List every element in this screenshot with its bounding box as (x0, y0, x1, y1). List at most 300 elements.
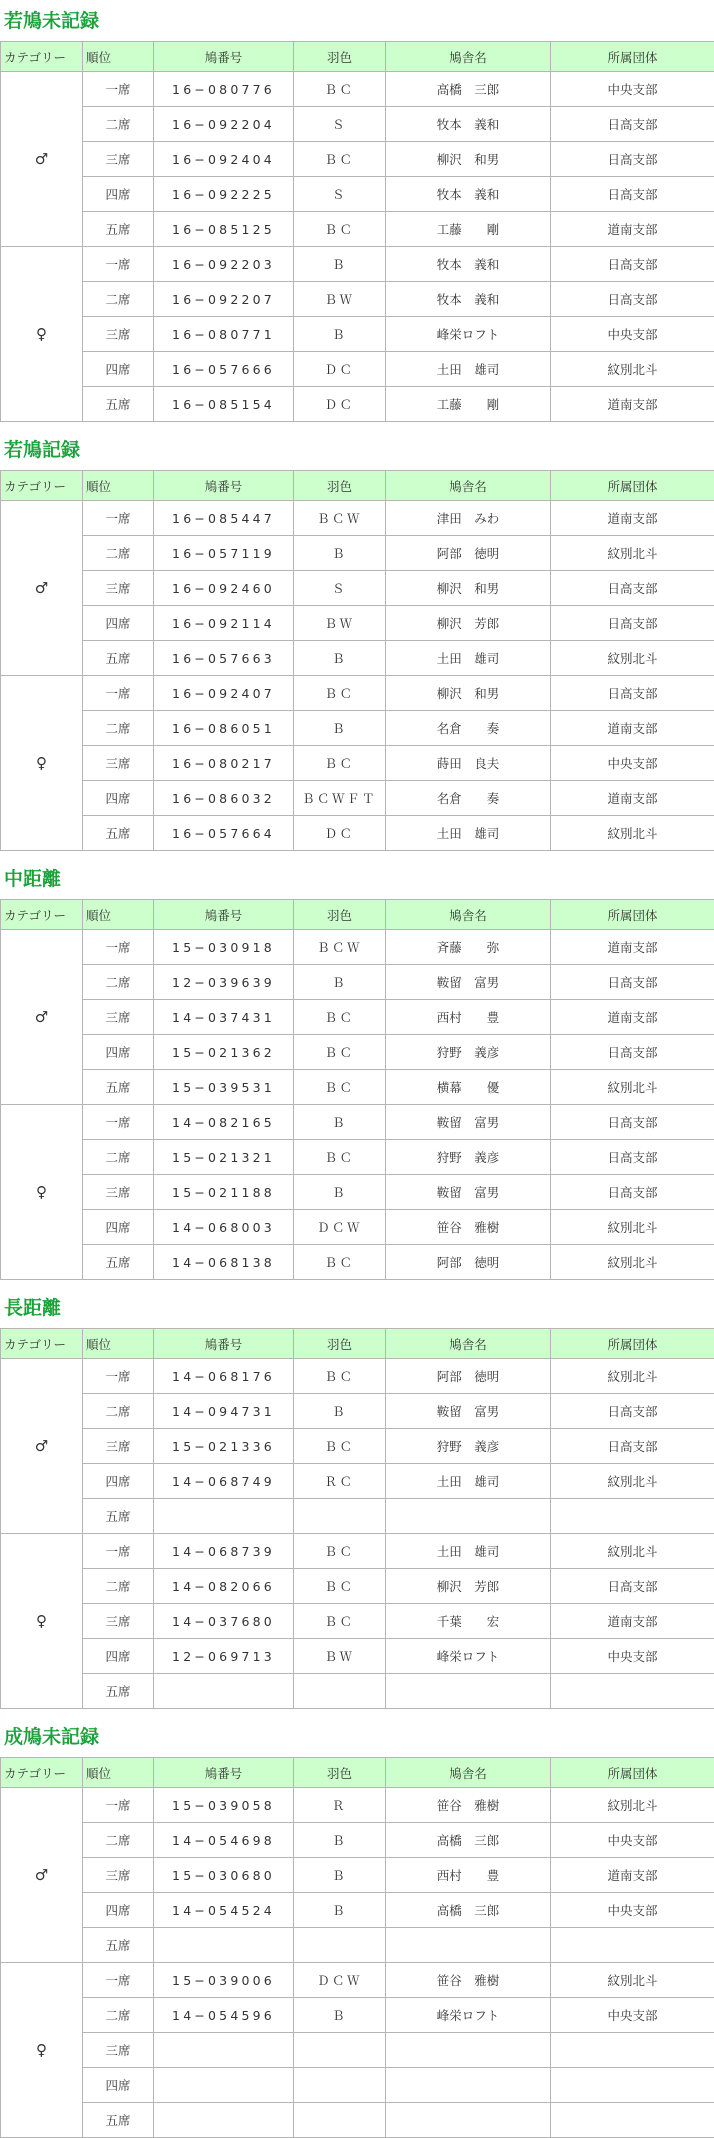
pigeon-number-cell: 12−069713 (154, 1639, 294, 1674)
rank-cell: 二席 (83, 1140, 154, 1175)
header-row (1, 1329, 714, 1359)
club-cell: 紋別北斗 (551, 1464, 714, 1499)
rank-cell: 二席 (83, 282, 154, 317)
category-cell: ♂ (1, 930, 83, 1105)
rank-cell: 一席 (83, 930, 154, 965)
club-cell: 紋別北斗 (551, 1070, 714, 1105)
pigeon-number-cell: 14−094731 (154, 1394, 294, 1429)
pigeon-number-cell: 14−037431 (154, 1000, 294, 1035)
club-cell: 中央支部 (551, 746, 714, 781)
rank-cell: 二席 (83, 536, 154, 571)
club-cell: 日高支部 (551, 1394, 714, 1429)
pigeon-number-cell: 16−092460 (154, 571, 294, 606)
rank-cell: 二席 (83, 1394, 154, 1429)
pigeon-number-cell: 16−057666 (154, 352, 294, 387)
feather-color-cell: ＤＣ (294, 816, 386, 851)
table-row (1, 1893, 714, 1928)
pigeon-number-cell: 16−085125 (154, 212, 294, 247)
club-cell: 中央支部 (551, 1998, 714, 2033)
header-pigeon-number: 鳩番号 (154, 900, 294, 930)
pigeon-number-cell: 16−057119 (154, 536, 294, 571)
results-table (0, 1328, 714, 1709)
club-cell: 道南支部 (551, 930, 714, 965)
loft-name-cell: 土田 雄司 (386, 1534, 551, 1569)
club-cell: 紋別北斗 (551, 1534, 714, 1569)
pigeon-number-cell: 16−080771 (154, 317, 294, 352)
feather-color-cell: Ｂ (294, 711, 386, 746)
section-title: 若鳩記録 (0, 429, 714, 470)
feather-color-cell: ＢＣ (294, 1359, 386, 1394)
header-row (1, 1758, 714, 1788)
feather-color-cell: Ｒ (294, 1788, 386, 1823)
category-cell: ♀ (1, 676, 83, 851)
table-row (1, 571, 714, 606)
rank-cell: 三席 (83, 317, 154, 352)
table-row (1, 1674, 714, 1709)
loft-name-cell (386, 1674, 551, 1709)
section-title: 成鳩未記録 (0, 1716, 714, 1757)
club-cell: 紋別北斗 (551, 641, 714, 676)
rank-cell: 四席 (83, 1464, 154, 1499)
header-feather-color: 羽色 (294, 42, 386, 72)
rank-cell: 四席 (83, 781, 154, 816)
table-row (1, 1394, 714, 1429)
club-cell: 道南支部 (551, 781, 714, 816)
loft-name-cell: 柳沢 和男 (386, 676, 551, 711)
loft-name-cell: 西村 豊 (386, 1000, 551, 1035)
club-cell: 道南支部 (551, 1000, 714, 1035)
loft-name-cell: 横幕 優 (386, 1070, 551, 1105)
header-category: カテゴリー (1, 1758, 83, 1788)
table-row (1, 930, 714, 965)
loft-name-cell: 高橋 三郎 (386, 1823, 551, 1858)
section-title: 長距離 (0, 1287, 714, 1328)
loft-name-cell: 峰栄ロフト (386, 317, 551, 352)
header-pigeon-number: 鳩番号 (154, 1329, 294, 1359)
loft-name-cell: 土田 雄司 (386, 641, 551, 676)
loft-name-cell: 工藤 剛 (386, 387, 551, 422)
feather-color-cell: ＢＣＷＦＴ (294, 781, 386, 816)
table-row (1, 676, 714, 711)
feather-color-cell: Ｓ (294, 107, 386, 142)
feather-color-cell (294, 1674, 386, 1709)
section-gap (0, 1280, 714, 1287)
table-row (1, 212, 714, 247)
club-cell: 道南支部 (551, 212, 714, 247)
table-row (1, 247, 714, 282)
club-cell: 日高支部 (551, 1569, 714, 1604)
rank-cell: 一席 (83, 676, 154, 711)
header-rank: 順位 (83, 1758, 154, 1788)
loft-name-cell: 柳沢 和男 (386, 571, 551, 606)
table-row (1, 142, 714, 177)
rank-cell: 五席 (83, 2103, 154, 2138)
pigeon-number-cell: 15−021362 (154, 1035, 294, 1070)
loft-name-cell: 土田 雄司 (386, 352, 551, 387)
table-row (1, 501, 714, 536)
pigeon-number-cell: 16−085447 (154, 501, 294, 536)
results-table (0, 899, 714, 1280)
category-cell: ♀ (1, 1963, 83, 2138)
rank-cell: 三席 (83, 1858, 154, 1893)
pigeon-number-cell: 16−092207 (154, 282, 294, 317)
rank-cell: 四席 (83, 1893, 154, 1928)
club-cell: 道南支部 (551, 387, 714, 422)
table-row (1, 107, 714, 142)
feather-color-cell: ＢＣ (294, 142, 386, 177)
rank-cell: 一席 (83, 1105, 154, 1140)
pigeon-number-cell: 15−039006 (154, 1963, 294, 1998)
loft-name-cell: 阿部 徳明 (386, 1359, 551, 1394)
rank-cell: 三席 (83, 142, 154, 177)
section-title: 中距離 (0, 858, 714, 899)
section-gap (0, 851, 714, 858)
club-cell: 中央支部 (551, 1893, 714, 1928)
rank-cell: 五席 (83, 1070, 154, 1105)
table-row (1, 965, 714, 1000)
loft-name-cell: 高橋 三郎 (386, 72, 551, 107)
table-row (1, 711, 714, 746)
category-cell: ♂ (1, 1788, 83, 1963)
feather-color-cell: Ｂ (294, 317, 386, 352)
loft-name-cell (386, 1928, 551, 1963)
pigeon-number-cell: 16−085154 (154, 387, 294, 422)
pigeon-number-cell: 16−092407 (154, 676, 294, 711)
table-row (1, 1140, 714, 1175)
table-row (1, 1429, 714, 1464)
pigeon-number-cell: 16−092114 (154, 606, 294, 641)
category-cell: ♂ (1, 501, 83, 676)
rank-cell: 一席 (83, 501, 154, 536)
feather-color-cell: ＤＣ (294, 352, 386, 387)
club-cell: 中央支部 (551, 1823, 714, 1858)
rank-cell: 五席 (83, 1674, 154, 1709)
club-cell: 中央支部 (551, 317, 714, 352)
loft-name-cell: 阿部 徳明 (386, 1245, 551, 1280)
loft-name-cell: 名倉 奏 (386, 711, 551, 746)
rank-cell: 二席 (83, 1823, 154, 1858)
table-row (1, 746, 714, 781)
header-category: カテゴリー (1, 1329, 83, 1359)
table-row (1, 1359, 714, 1394)
rank-cell: 三席 (83, 1429, 154, 1464)
pigeon-number-cell (154, 2033, 294, 2068)
pigeon-number-cell: 16−092404 (154, 142, 294, 177)
club-cell: 日高支部 (551, 282, 714, 317)
feather-color-cell (294, 1499, 386, 1534)
club-cell: 紋別北斗 (551, 1210, 714, 1245)
loft-name-cell (386, 2103, 551, 2138)
club-cell: 中央支部 (551, 1639, 714, 1674)
feather-color-cell: ＢＣ (294, 1569, 386, 1604)
table-row (1, 2033, 714, 2068)
rank-cell: 四席 (83, 606, 154, 641)
feather-color-cell: ＢＷ (294, 606, 386, 641)
feather-color-cell: ＢＣ (294, 1534, 386, 1569)
loft-name-cell: 柳沢 芳郎 (386, 1569, 551, 1604)
section-gap (0, 422, 714, 429)
loft-name-cell: 西村 豊 (386, 1858, 551, 1893)
header-rank: 順位 (83, 471, 154, 501)
pigeon-number-cell: 15−021188 (154, 1175, 294, 1210)
pigeon-number-cell: 15−030918 (154, 930, 294, 965)
club-cell: 日高支部 (551, 676, 714, 711)
feather-color-cell: Ｂ (294, 965, 386, 1000)
header-rank: 順位 (83, 900, 154, 930)
header-pigeon-number: 鳩番号 (154, 1758, 294, 1788)
pigeon-number-cell (154, 1674, 294, 1709)
club-cell: 日高支部 (551, 606, 714, 641)
table-row (1, 1963, 714, 1998)
table-row (1, 1464, 714, 1499)
rank-cell: 一席 (83, 1788, 154, 1823)
pigeon-number-cell: 14−068003 (154, 1210, 294, 1245)
header-category: カテゴリー (1, 42, 83, 72)
table-row (1, 2068, 714, 2103)
rank-cell: 一席 (83, 1359, 154, 1394)
feather-color-cell: Ｓ (294, 177, 386, 212)
table-row (1, 2103, 714, 2138)
pigeon-number-cell (154, 1499, 294, 1534)
rank-cell: 五席 (83, 1245, 154, 1280)
club-cell: 日高支部 (551, 1035, 714, 1070)
table-row (1, 1245, 714, 1280)
pigeon-number-cell: 16−080776 (154, 72, 294, 107)
pigeon-number-cell: 16−057664 (154, 816, 294, 851)
loft-name-cell: 高橋 三郎 (386, 1893, 551, 1928)
category-cell: ♂ (1, 1359, 83, 1534)
feather-color-cell (294, 2033, 386, 2068)
table-row (1, 387, 714, 422)
rank-cell: 二席 (83, 1998, 154, 2033)
rank-cell: 四席 (83, 177, 154, 212)
rank-cell: 三席 (83, 571, 154, 606)
rank-cell: 五席 (83, 1928, 154, 1963)
pigeon-number-cell: 16−086051 (154, 711, 294, 746)
feather-color-cell: ＢＣ (294, 746, 386, 781)
results-table (0, 470, 714, 851)
club-cell (551, 2103, 714, 2138)
header-loft-name: 鳩舎名 (386, 1758, 551, 1788)
header-pigeon-number: 鳩番号 (154, 42, 294, 72)
pigeon-number-cell: 14−054698 (154, 1823, 294, 1858)
table-row (1, 1928, 714, 1963)
header-rank: 順位 (83, 1329, 154, 1359)
table-row (1, 1534, 714, 1569)
category-cell: ♀ (1, 247, 83, 422)
header-category: カテゴリー (1, 471, 83, 501)
table-row (1, 536, 714, 571)
pigeon-number-cell: 14−068176 (154, 1359, 294, 1394)
loft-name-cell: 蒔田 良夫 (386, 746, 551, 781)
pigeon-number-cell (154, 2068, 294, 2103)
rank-cell: 一席 (83, 1534, 154, 1569)
feather-color-cell: Ｓ (294, 571, 386, 606)
pigeon-number-cell: 14−082066 (154, 1569, 294, 1604)
feather-color-cell: ＢＣ (294, 1140, 386, 1175)
rank-cell: 五席 (83, 641, 154, 676)
club-cell: 道南支部 (551, 501, 714, 536)
feather-color-cell: Ｂ (294, 1823, 386, 1858)
table-row (1, 1210, 714, 1245)
club-cell: 紋別北斗 (551, 1245, 714, 1280)
rank-cell: 四席 (83, 1210, 154, 1245)
header-feather-color: 羽色 (294, 1758, 386, 1788)
loft-name-cell: 土田 雄司 (386, 816, 551, 851)
pigeon-number-cell (154, 1928, 294, 1963)
club-cell: 紋別北斗 (551, 816, 714, 851)
pigeon-number-cell: 15−039531 (154, 1070, 294, 1105)
pigeon-number-cell: 16−057663 (154, 641, 294, 676)
rank-cell: 二席 (83, 107, 154, 142)
club-cell: 紋別北斗 (551, 352, 714, 387)
category-cell: ♀ (1, 1534, 83, 1709)
rank-cell: 四席 (83, 2068, 154, 2103)
pigeon-number-cell: 12−039639 (154, 965, 294, 1000)
feather-color-cell: ＢＣＷ (294, 501, 386, 536)
table-row (1, 1569, 714, 1604)
club-cell: 紋別北斗 (551, 1963, 714, 1998)
loft-name-cell: 阿部 徳明 (386, 536, 551, 571)
table-row (1, 781, 714, 816)
feather-color-cell: ＢＷ (294, 282, 386, 317)
header-row (1, 42, 714, 72)
category-cell: ♂ (1, 72, 83, 247)
feather-color-cell: ＢＣ (294, 1429, 386, 1464)
table-row (1, 282, 714, 317)
loft-name-cell: 峰栄ロフト (386, 1639, 551, 1674)
feather-color-cell: Ｂ (294, 641, 386, 676)
table-row (1, 1070, 714, 1105)
loft-name-cell: 牧本 義和 (386, 247, 551, 282)
rank-cell: 三席 (83, 1604, 154, 1639)
pigeon-number-cell: 16−092204 (154, 107, 294, 142)
feather-color-cell: ＢＣ (294, 212, 386, 247)
section-gap (0, 1709, 714, 1716)
loft-name-cell: 鞍留 富男 (386, 1105, 551, 1140)
feather-color-cell: ＤＣＷ (294, 1963, 386, 1998)
club-cell: 道南支部 (551, 1604, 714, 1639)
loft-name-cell: 牧本 義和 (386, 107, 551, 142)
club-cell: 日高支部 (551, 1175, 714, 1210)
pigeon-number-cell: 16−092203 (154, 247, 294, 282)
club-cell: 日高支部 (551, 177, 714, 212)
table-row (1, 317, 714, 352)
rank-cell: 四席 (83, 352, 154, 387)
table-row (1, 1499, 714, 1534)
club-cell (551, 1674, 714, 1709)
results-table (0, 41, 714, 422)
rank-cell: 五席 (83, 816, 154, 851)
feather-color-cell: ＢＣ (294, 1245, 386, 1280)
pigeon-number-cell: 14−068749 (154, 1464, 294, 1499)
feather-color-cell: ＢＣ (294, 676, 386, 711)
pigeon-number-cell: 15−039058 (154, 1788, 294, 1823)
header-pigeon-number: 鳩番号 (154, 471, 294, 501)
header-category: カテゴリー (1, 900, 83, 930)
club-cell: 日高支部 (551, 965, 714, 1000)
loft-name-cell (386, 2033, 551, 2068)
feather-color-cell: ＤＣＷ (294, 1210, 386, 1245)
rank-cell: 四席 (83, 1639, 154, 1674)
table-row (1, 1998, 714, 2033)
pigeon-number-cell: 15−021336 (154, 1429, 294, 1464)
feather-color-cell: ＢＣＷ (294, 930, 386, 965)
feather-color-cell: ＢＣ (294, 1604, 386, 1639)
loft-name-cell: 笹谷 雅樹 (386, 1210, 551, 1245)
table-row (1, 1604, 714, 1639)
table-row (1, 641, 714, 676)
rank-cell: 一席 (83, 72, 154, 107)
club-cell: 日高支部 (551, 142, 714, 177)
club-cell: 紋別北斗 (551, 536, 714, 571)
feather-color-cell: ＢＣ (294, 1000, 386, 1035)
pigeon-number-cell: 16−080217 (154, 746, 294, 781)
feather-color-cell: ＤＣ (294, 387, 386, 422)
loft-name-cell: 斉藤 弥 (386, 930, 551, 965)
club-cell: 道南支部 (551, 1858, 714, 1893)
feather-color-cell: Ｂ (294, 1858, 386, 1893)
results-table (0, 1757, 714, 2138)
header-rank: 順位 (83, 42, 154, 72)
table-row (1, 816, 714, 851)
pigeon-number-cell: 16−092225 (154, 177, 294, 212)
rank-cell: 三席 (83, 2033, 154, 2068)
loft-name-cell: 鞍留 富男 (386, 1175, 551, 1210)
loft-name-cell: 鞍留 富男 (386, 1394, 551, 1429)
category-cell: ♀ (1, 1105, 83, 1280)
feather-color-cell (294, 2068, 386, 2103)
loft-name-cell: 牧本 義和 (386, 177, 551, 212)
header-club: 所属団体 (551, 42, 714, 72)
pigeon-number-cell: 14−054596 (154, 1998, 294, 2033)
club-cell: 紋別北斗 (551, 1788, 714, 1823)
loft-name-cell (386, 2068, 551, 2103)
rank-cell: 二席 (83, 1569, 154, 1604)
feather-color-cell: Ｂ (294, 1893, 386, 1928)
table-row (1, 1858, 714, 1893)
club-cell: 紋別北斗 (551, 1359, 714, 1394)
rank-cell: 一席 (83, 1963, 154, 1998)
club-cell (551, 1499, 714, 1534)
rank-cell: 五席 (83, 1499, 154, 1534)
feather-color-cell: ＢＣ (294, 1070, 386, 1105)
feather-color-cell (294, 1928, 386, 1963)
pigeon-number-cell: 14−082165 (154, 1105, 294, 1140)
pigeon-number-cell: 14−037680 (154, 1604, 294, 1639)
header-club: 所属団体 (551, 1758, 714, 1788)
loft-name-cell: 狩野 義彦 (386, 1140, 551, 1175)
rank-cell: 四席 (83, 1035, 154, 1070)
club-cell: 日高支部 (551, 1105, 714, 1140)
feather-color-cell: ＢＣ (294, 72, 386, 107)
header-club: 所属団体 (551, 471, 714, 501)
feather-color-cell: Ｂ (294, 536, 386, 571)
feather-color-cell: Ｂ (294, 1998, 386, 2033)
pigeon-number-cell: 15−021321 (154, 1140, 294, 1175)
table-row (1, 1823, 714, 1858)
loft-name-cell: 狩野 義彦 (386, 1035, 551, 1070)
table-row (1, 1035, 714, 1070)
header-feather-color: 羽色 (294, 1329, 386, 1359)
table-row (1, 606, 714, 641)
rank-cell: 二席 (83, 711, 154, 746)
loft-name-cell: 工藤 剛 (386, 212, 551, 247)
loft-name-cell: 笹谷 雅樹 (386, 1963, 551, 1998)
club-cell: 日高支部 (551, 247, 714, 282)
club-cell (551, 2068, 714, 2103)
header-row (1, 471, 714, 501)
